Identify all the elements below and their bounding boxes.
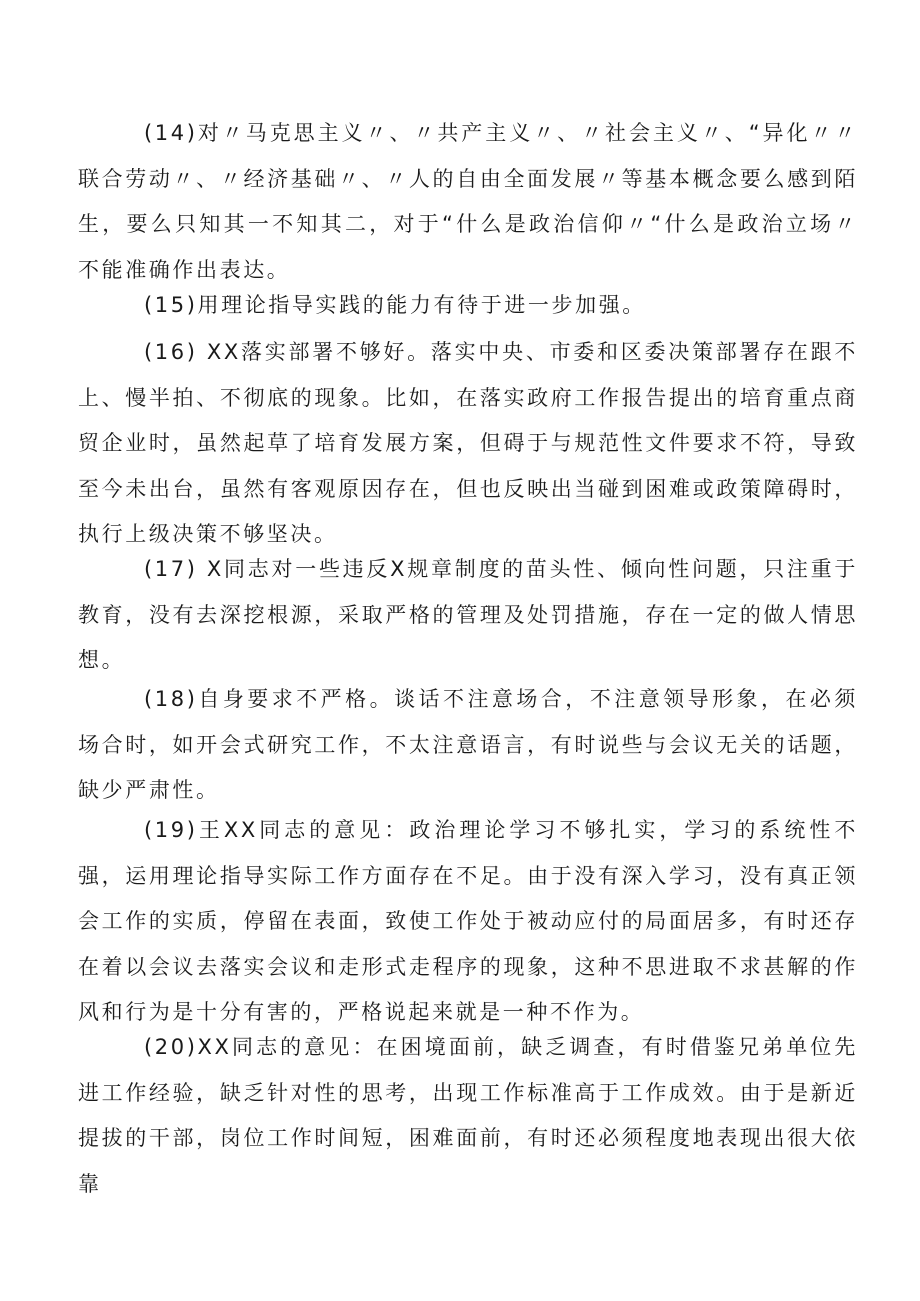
paragraph-15: (15)用理论指导实践的能力有待于进一步加强。 [144, 293, 646, 317]
paragraph-16: (16) XX落实部署不够好。落实中央、市委和区委决策部署存在跟不上、慢半拍、不彻底的现象。比如，在落实政府工作报告提出的培育重点商贸企业时，虽然起草了培育发展方案，但碍于与规范性文件要求不符，导致至今未出台，虽然有客观原因存在，但也反映出当碰到困难或政策障碍时，执行上级决策不够坚决。 [78, 340, 858, 546]
paragraph-19: (19)王XX同志的意见：政治理论学习不够扎实，学习的系统性不强，运用理论指导实际工作方面存在不足。由于没有深入学习，没有真正领会工作的实质，停留在表面，致使工作处于被动应付的局面居多，有时还存在着以会议去落实会议和走形式走程序的现象，这种不思进取不求甚解的作风和行为是十分有害的，严格说起来就是一种不作为。 [78, 818, 858, 1024]
paragraph-18: (18)自身要求不严格。谈话不注意场合，不注意领导形象，在必须场合时，如开会式研究工作，不太注意语言，有时说些与会议无关的话题，缺少严肃性。 [78, 687, 858, 802]
paragraph-14: (14)对〃马克思主义〃、〃共产主义〃、〃社会主义〃、“异化〃〃联合劳动〃、〃经济基础〃、〃人的自由全面发展〃等基本概念要么感到陌生，要么只知其一不知其二，对于“什么是政治信仰〃“什么是政治立场〃不能准确作出表达。 [78, 121, 858, 282]
paragraph-17: (17) X同志对一些违反X规章制度的苗头性、倾向性问题，只注重于教育，没有去深挖根源，采取严格的管理及处罚措施，存在一定的做人情思想。 [78, 557, 858, 672]
paragraph-20: (20)XX同志的意见：在困境面前，缺乏调查，有时借鉴兄弟单位先进工作经验，缺乏针对性的思考，出现工作标准高于工作成效。由于是新近提拔的干部，岗位工作时间短，困难面前，有时还必须程度地表现出很大依靠 [78, 1035, 858, 1196]
